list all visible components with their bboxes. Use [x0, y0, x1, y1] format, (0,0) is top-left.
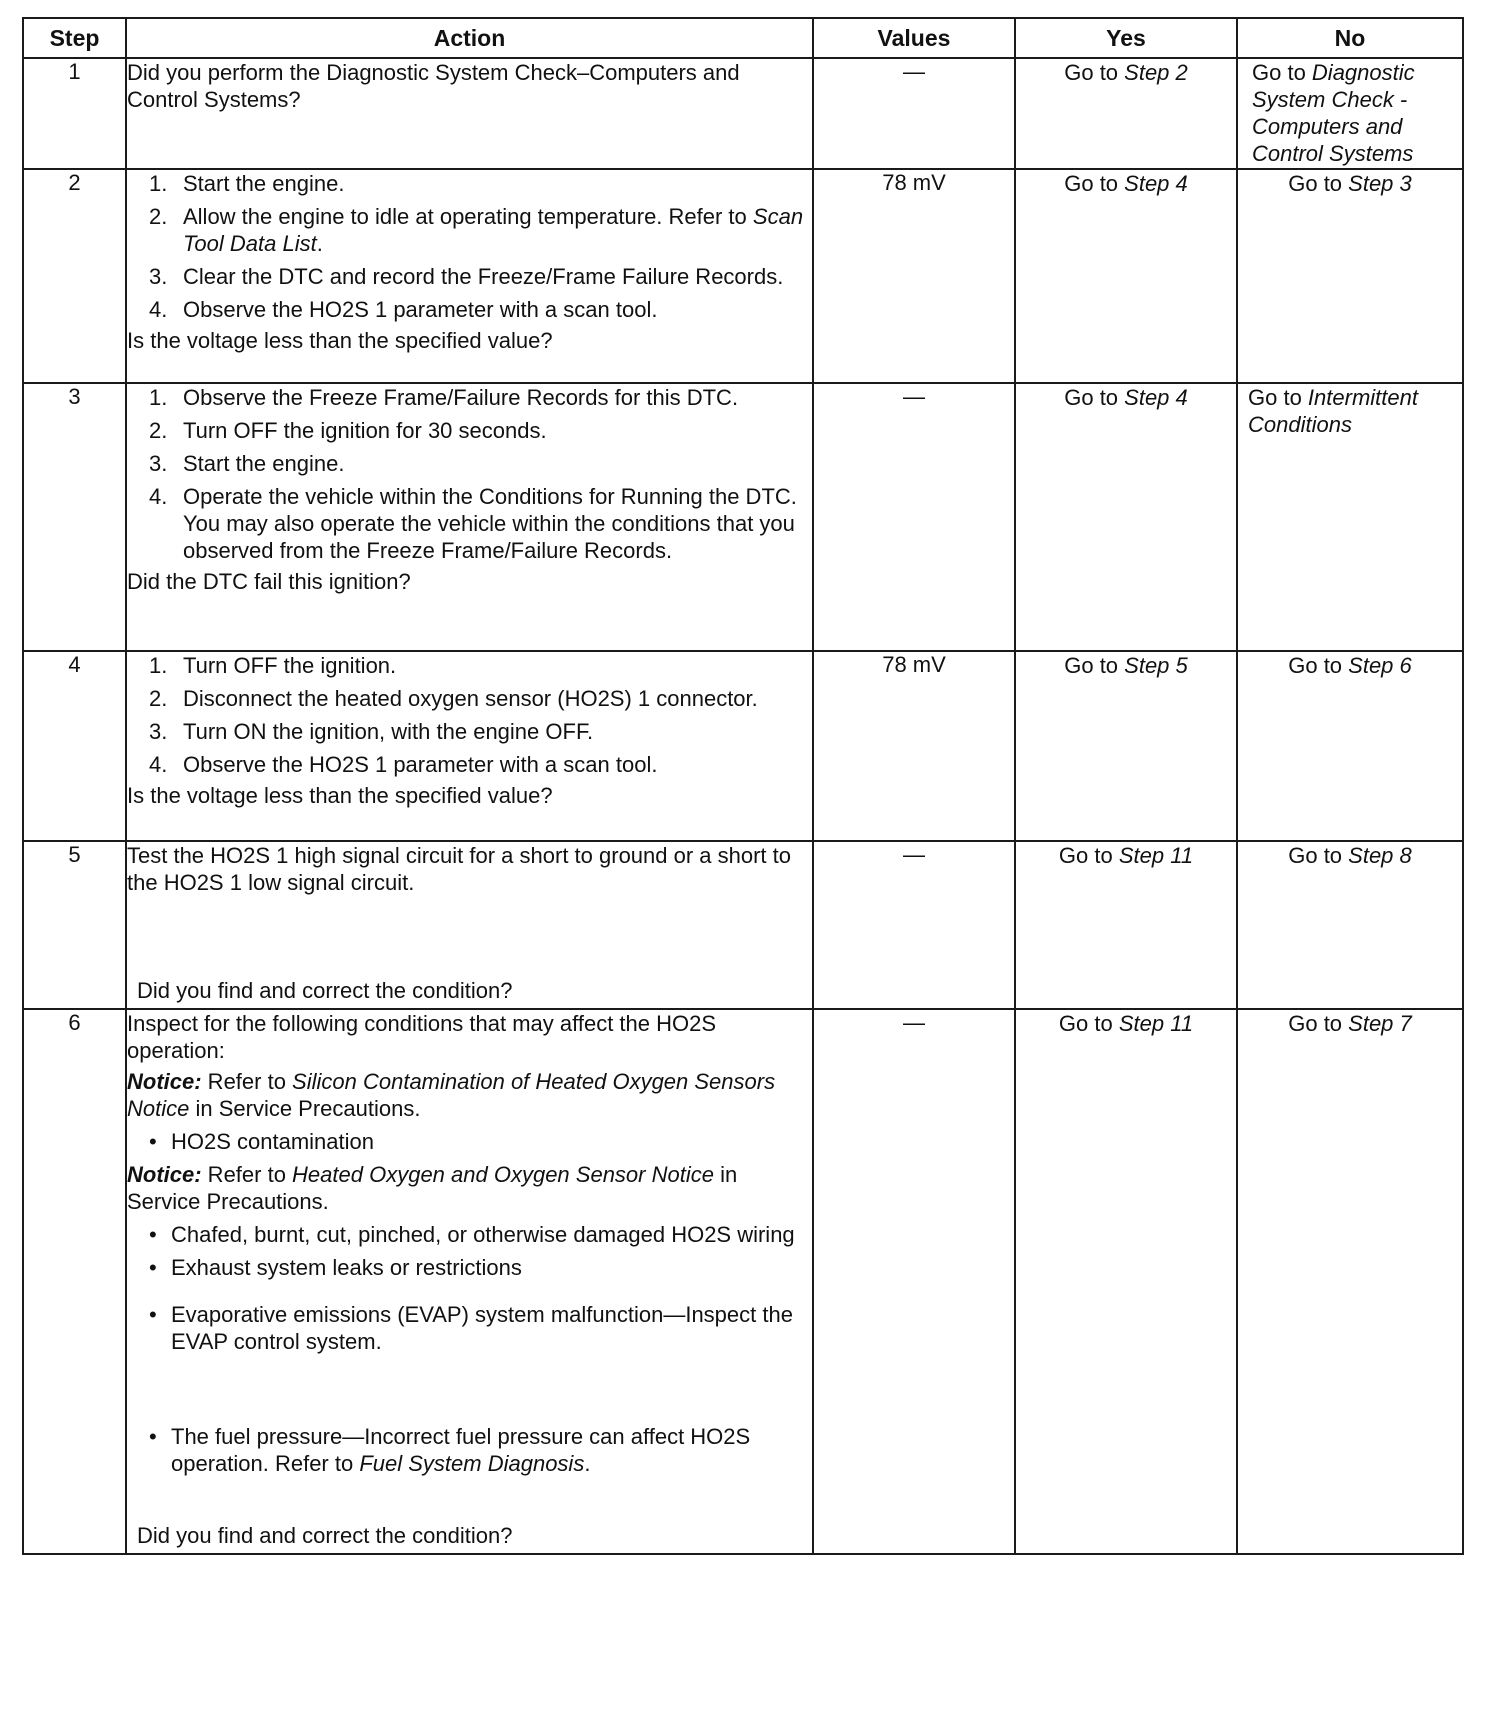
- item-text: Turn OFF the ignition for 30 seconds.: [183, 418, 547, 443]
- action-text: Test the HO2S 1 high signal circuit for a short to ground or a short to the HO2S 1 low signal circuit.: [127, 843, 792, 895]
- table-row: [23, 169, 1463, 383]
- item-text: Observe the HO2S 1 parameter with a scan tool.: [183, 297, 658, 322]
- list-item: [127, 203, 812, 257]
- table-row: [23, 651, 1463, 841]
- item-number: 1.: [149, 171, 168, 196]
- item-number: 1.: [149, 385, 168, 410]
- list-item: [127, 1128, 812, 1155]
- item-punct: .: [316, 231, 323, 256]
- list-item: [127, 170, 812, 197]
- item-text: Operate the vehicle within the Conditions for Running the DTC. You may also operate the vehicle within the conditions that you observed from the Freeze Frame/Failure Records.: [183, 484, 797, 563]
- action-cell: [126, 841, 813, 1009]
- header-values: Values: [813, 18, 1015, 58]
- table-row: [23, 841, 1463, 1009]
- list-item: [127, 1301, 812, 1355]
- bullet-icon: •: [149, 1255, 157, 1280]
- no-link[interactable]: Diagnostic System Check - Computers and Control Systems: [1252, 60, 1415, 166]
- step-number: 4: [23, 651, 126, 841]
- item-number: 3.: [149, 451, 168, 476]
- header-yes: Yes: [1015, 18, 1237, 58]
- notice-pre: Refer to: [201, 1069, 293, 1094]
- procedure-list: [127, 170, 812, 323]
- notice-label: Notice:: [127, 1162, 202, 1187]
- bullet-icon: •: [149, 1424, 157, 1449]
- step-number: 2: [23, 169, 126, 383]
- no-prefix: Go to: [1252, 60, 1312, 85]
- item-number: 4.: [149, 297, 168, 322]
- list-item: [127, 483, 812, 564]
- action-cell: [126, 383, 813, 651]
- no-prefix: Go to: [1288, 843, 1349, 868]
- value-cell: —: [813, 383, 1015, 651]
- no-link[interactable]: Step 3: [1348, 171, 1412, 196]
- notice-link[interactable]: Heated Oxygen and Oxygen Sensor Notice: [292, 1162, 714, 1187]
- table-row: [23, 383, 1463, 651]
- yes-link[interactable]: Step 11: [1118, 843, 1194, 868]
- no-cell: [1237, 651, 1463, 841]
- no-prefix: Go to: [1288, 171, 1349, 196]
- item-text: Observe the Freeze Frame/Failure Records for this DTC.: [183, 385, 739, 410]
- step-number: 6: [23, 1009, 126, 1554]
- bullet-icon: •: [149, 1222, 157, 1247]
- notice-post: in Service Precautions.: [189, 1096, 421, 1121]
- header-row: [23, 18, 1463, 58]
- item-text: Turn ON the ignition, with the engine OFF.: [183, 719, 594, 744]
- item-number: 4.: [149, 484, 168, 509]
- intro-text: Inspect for the following conditions that may affect the HO2S operation:: [127, 1011, 717, 1063]
- question-text: Is the voltage less than the specified value?: [127, 328, 553, 353]
- header-no: No: [1237, 18, 1463, 58]
- list-item: [127, 718, 812, 745]
- no-cell: [1237, 1009, 1463, 1554]
- yes-prefix: Go to: [1058, 1011, 1119, 1036]
- value-cell: 78 mV: [813, 169, 1015, 383]
- item-text: Disconnect the heated oxygen sensor (HO2S) 1 connector.: [183, 686, 758, 711]
- yes-prefix: Go to: [1064, 653, 1125, 678]
- yes-prefix: Go to: [1058, 843, 1119, 868]
- yes-prefix: Go to: [1064, 60, 1125, 85]
- no-cell: [1237, 841, 1463, 1009]
- step-number: 1: [23, 58, 126, 169]
- item-text: Start the engine.: [183, 171, 345, 196]
- bullet-text: The fuel pressure—Incorrect fuel pressure can affect HO2S operation. Refer to: [171, 1424, 751, 1476]
- bullet-punct: .: [584, 1451, 591, 1476]
- item-text: Observe the HO2S 1 parameter with a scan tool.: [183, 752, 658, 777]
- list-item: [127, 417, 812, 444]
- no-link[interactable]: Intermittent Conditions: [1248, 385, 1418, 437]
- bullet-text: Evaporative emissions (EVAP) system malfunction—Inspect the EVAP control system.: [171, 1302, 793, 1354]
- item-number: 2.: [149, 204, 168, 229]
- item-text: Clear the DTC and record the Freeze/Frame Failure Records.: [183, 264, 784, 289]
- question-text: Did you find and correct the condition?: [137, 978, 513, 1003]
- item-text: Turn OFF the ignition.: [183, 653, 397, 678]
- no-cell: [1237, 58, 1463, 169]
- yes-link[interactable]: Step 5: [1124, 653, 1188, 678]
- condition-list: [127, 1128, 812, 1155]
- list-item: [127, 652, 812, 679]
- item-number: 2.: [149, 418, 168, 443]
- value-cell: —: [813, 841, 1015, 1009]
- question-text: Is the voltage less than the specified value?: [127, 783, 553, 808]
- yes-cell: [1015, 841, 1237, 1009]
- action-cell: [126, 651, 813, 841]
- no-link[interactable]: Step 6: [1348, 653, 1412, 678]
- yes-cell: [1015, 651, 1237, 841]
- no-link[interactable]: Step 7: [1348, 1011, 1412, 1036]
- list-item: [127, 384, 812, 411]
- list-item: [127, 1221, 812, 1248]
- list-item: [127, 450, 812, 477]
- yes-cell: [1015, 169, 1237, 383]
- yes-link[interactable]: Step 2: [1124, 60, 1188, 85]
- item-number: 1.: [149, 653, 168, 678]
- bullet-icon: •: [149, 1129, 157, 1154]
- no-cell: [1237, 169, 1463, 383]
- notice-pre: Refer to: [201, 1162, 293, 1187]
- bullet-link[interactable]: Fuel System Diagnosis: [359, 1451, 585, 1476]
- item-number: 3.: [149, 719, 168, 744]
- no-prefix: Go to: [1248, 385, 1308, 410]
- action-cell: [126, 58, 813, 169]
- list-item: [127, 685, 812, 712]
- item-number: 2.: [149, 686, 168, 711]
- step-number: 5: [23, 841, 126, 1009]
- item-number: 4.: [149, 752, 168, 777]
- yes-link[interactable]: Step 11: [1118, 1011, 1194, 1036]
- notice-2: [127, 1161, 812, 1215]
- no-cell: [1237, 383, 1463, 651]
- yes-cell: [1015, 383, 1237, 651]
- procedure-list: [127, 384, 812, 564]
- bullet-text: HO2S contamination: [171, 1129, 374, 1154]
- yes-prefix: Go to: [1064, 171, 1125, 196]
- no-prefix: Go to: [1288, 1011, 1349, 1036]
- notice-post: in Service Precautions.: [127, 1162, 738, 1214]
- notice-1: [127, 1068, 812, 1122]
- diagnostic-table: [22, 17, 1464, 1555]
- yes-cell: [1015, 58, 1237, 169]
- action-cell: [126, 1009, 813, 1554]
- bullet-text: Exhaust system leaks or restrictions: [171, 1255, 522, 1280]
- header-action: Action: [126, 18, 813, 58]
- header-step: Step: [23, 18, 126, 58]
- item-number: 3.: [149, 264, 168, 289]
- bullet-icon: •: [149, 1302, 157, 1327]
- question-text: Did the DTC fail this ignition?: [127, 569, 411, 594]
- item-text: Allow the engine to idle at operating temperature. Refer to: [183, 204, 753, 229]
- list-item: [127, 263, 812, 290]
- yes-cell: [1015, 1009, 1237, 1554]
- list-item: [127, 1423, 812, 1477]
- list-item: [127, 296, 812, 323]
- table-row: [23, 1009, 1463, 1554]
- notice-link[interactable]: Silicon Contamination of Heated Oxygen Sensors Notice: [127, 1069, 776, 1121]
- question-text: Did you find and correct the condition?: [137, 1523, 513, 1548]
- step-number: 3: [23, 383, 126, 651]
- action-cell: [126, 169, 813, 383]
- yes-link[interactable]: Step 4: [1124, 171, 1188, 196]
- value-cell: —: [813, 58, 1015, 169]
- notice-label: Notice:: [127, 1069, 202, 1094]
- procedure-list: [127, 652, 812, 778]
- item-text: Start the engine.: [183, 451, 345, 476]
- value-cell: —: [813, 1009, 1015, 1554]
- value-cell: 78 mV: [813, 651, 1015, 841]
- no-link[interactable]: Step 8: [1348, 843, 1412, 868]
- table-row: [23, 58, 1463, 169]
- item-link[interactable]: Scan Tool Data List: [183, 204, 804, 256]
- yes-prefix: Go to: [1064, 385, 1125, 410]
- list-item: [127, 751, 812, 778]
- list-item: [127, 1254, 812, 1281]
- bullet-text: Chafed, burnt, cut, pinched, or otherwise damaged HO2S wiring: [171, 1222, 795, 1247]
- no-prefix: Go to: [1288, 653, 1349, 678]
- condition-list: [127, 1221, 812, 1477]
- action-text: Did you perform the Diagnostic System Check–Computers and Control Systems?: [127, 60, 740, 112]
- yes-link[interactable]: Step 4: [1124, 385, 1188, 410]
